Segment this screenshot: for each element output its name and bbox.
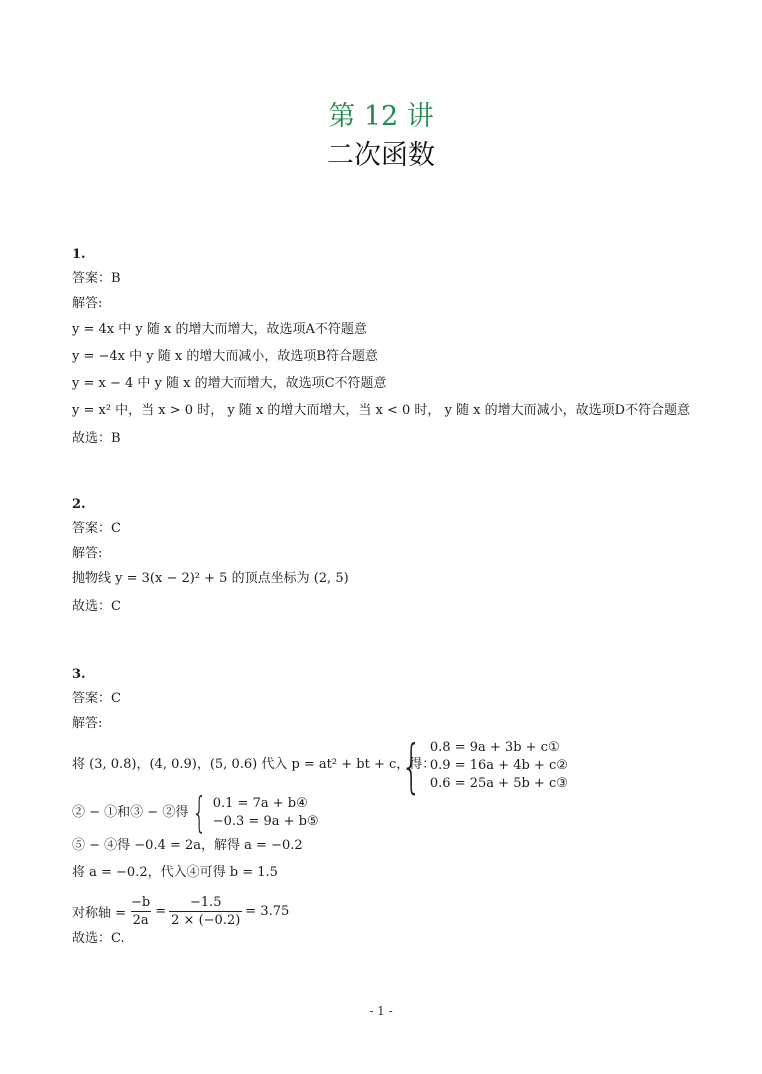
axis-label: 对称轴 = [72, 906, 127, 921]
question-1-line-2: y = −4x 中 y 随 x 的增大而减小，故选项B符合题意 [72, 349, 378, 364]
equation-system-2 [186, 788, 319, 837]
system-1-equation-1: 0.8 = 9a + 3b + c① [429, 740, 560, 755]
question-2-line: 抛物线 y = 3(x − 2)² + 5 的顶点坐标为 (2, 5) [72, 571, 349, 586]
question-1-line-3: y = x − 4 中 y 随 x 的增大而增大，故选项C不符题意 [72, 376, 387, 391]
question-1-answer: 答案：B [72, 271, 121, 286]
fraction-2-denominator: 2 × (−0.2) [171, 913, 241, 928]
fraction-1 [129, 895, 152, 928]
left-brace-icon: { [192, 788, 207, 837]
page-number: - 1 - [369, 1004, 393, 1018]
equals-sign: = [155, 904, 167, 919]
question-2-number: 2. [72, 497, 86, 512]
axis-of-symmetry-line [72, 895, 289, 928]
fraction-1-denominator: 2a [132, 913, 149, 928]
question-2-choice: 故选：C [72, 599, 121, 614]
question-3-choice: 故选：C. [72, 931, 125, 946]
question-1-number: 1. [72, 247, 86, 262]
question-3-number: 3. [72, 667, 86, 682]
lecture-number: 第 12 讲 [328, 101, 434, 132]
question-3-subtract-label: ② − ①和③ − ②得 [72, 805, 189, 820]
question-1-line-4: y = x² 中，当 x > 0 时， y 随 x 的增大而增大，当 x < 0 时， y 随 x 的增大而减小，故选项D不符合题意 [72, 403, 691, 418]
question-3-line-b: 将 a = −0.2，代入④可得 b = 1.5 [72, 865, 278, 880]
system-2-equation-1: 0.1 = 7a + b④ [212, 796, 308, 811]
question-2-answer: 答案：C [72, 521, 121, 536]
question-3-solution-label: 解答: [72, 716, 103, 731]
question-1-line-1: y = 4x 中 y 随 x 的增大而增大，故选项A不符题意 [72, 322, 367, 337]
question-2-solution-label: 解答: [72, 546, 103, 561]
equation-system-1 [393, 732, 568, 800]
question-1-solution-label: 解答: [72, 296, 103, 311]
left-brace-icon: { [401, 732, 422, 800]
question-3-line-a: ⑤ − ④得 −0.4 = 2a，解得 a = −0.2 [72, 838, 303, 853]
system-1-equation-3: 0.6 = 25a + 5b + c③ [429, 776, 568, 791]
question-1-choice: 故选：B [72, 431, 121, 446]
page-title: 二次函数 [327, 140, 435, 171]
question-3-answer: 答案：C [72, 691, 121, 706]
system-2-equation-2: −0.3 = 9a + b⑤ [212, 814, 319, 829]
axis-result: = 3.75 [245, 904, 290, 919]
question-3-substitute-line: 将 (3, 0.8)，(4, 0.9)，(5, 0.6) 代入 p = at² + bt + c，得： [72, 757, 436, 772]
system-1-equation-2: 0.9 = 16a + 4b + c② [429, 758, 568, 773]
fraction-2 [169, 895, 242, 928]
fraction-2-numerator: −1.5 [189, 895, 222, 910]
fraction-1-numerator: −b [131, 895, 151, 910]
